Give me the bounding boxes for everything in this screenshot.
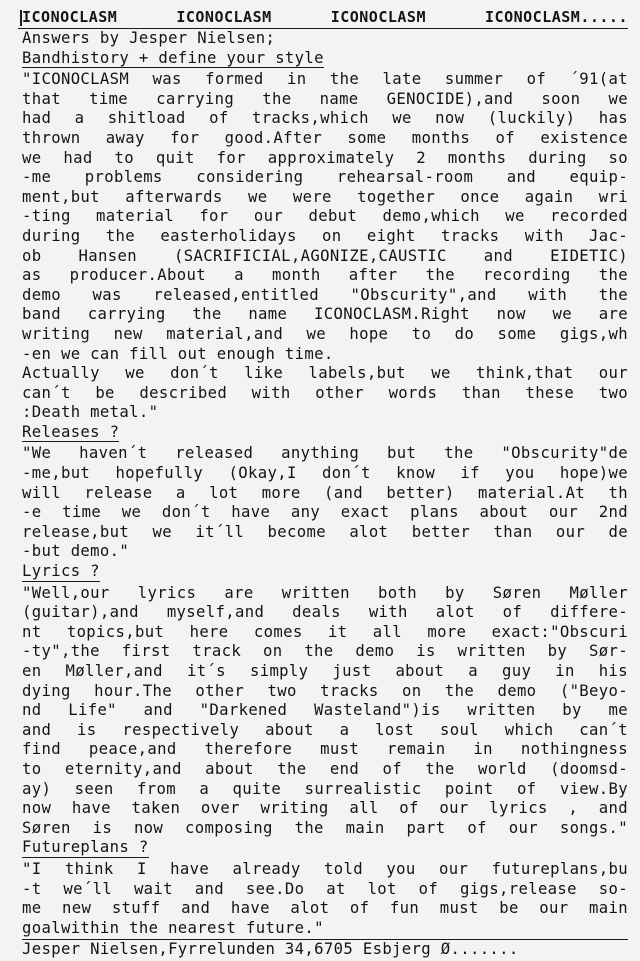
text-line: :Death metal." — [22, 403, 159, 422]
text-line: during the easterholidays on eight tracks with Jac- — [22, 226, 628, 245]
text-line: -t we´ll wait and see.Do at lot of gigs,release so- — [22, 879, 628, 898]
text-line: writing new material,and we hope to do some gigs,wh — [22, 324, 628, 343]
text-line: ment,but afterwards we were together once again wri — [22, 187, 628, 206]
section-heading-releases: Releases ? — [22, 422, 120, 441]
section-heading-lyrics: Lyrics ? — [22, 562, 100, 581]
text-line: can´t be described with other words than these two — [22, 383, 628, 402]
text-line: find peace,and therefore must remain in nothingness — [22, 740, 628, 759]
bandhistory-answer — [22, 70, 628, 423]
text-line: (guitar),and myself,and deals with alot of differe- — [22, 603, 628, 622]
text-line: ay) seen from a quite surrealistic point of view.By — [22, 779, 628, 798]
text-line: to eternity,and about the end of the world (doomsd- — [22, 759, 628, 778]
contact-address: Jesper Nielsen,Fyrrelunden 34,6705 Esbjerg Ø....... — [22, 940, 519, 959]
text-line: dying hour.The other two tracks on the demo ("Beyo- — [22, 681, 628, 700]
article-column — [22, 8, 628, 960]
text-line: -en we can fill out enough time. — [22, 344, 334, 363]
text-line: -me,but hopefully (Okay,I don´t know if you hope)we — [22, 464, 628, 483]
answers-by-line: Answers by Jesper Nielsen; — [22, 29, 276, 47]
futureplans-answer — [22, 860, 628, 938]
text-line: Actually we don´t like labels,but we think,that our — [22, 364, 628, 383]
title-banner — [18, 8, 628, 29]
text-line: -but demo." — [22, 542, 130, 561]
text-line: -me problems considering rehearsal-room and equip- — [22, 168, 628, 187]
text-line: release,but we it´ll become alot better than our de — [22, 522, 628, 541]
text-line: and is respectively about a lost soul which can´t — [22, 720, 628, 739]
text-line: as producer.About a month after the recording the — [22, 266, 628, 285]
text-line: now have taken over writing all of our lyrics , and — [22, 799, 628, 818]
text-line: nd Life" and "Darkened Wasteland")is written by me — [22, 701, 628, 720]
text-line: will release a lot more (and better) material.At th — [22, 483, 628, 502]
title-word: ICONOCLASM — [330, 8, 426, 26]
text-line: that time carrying the name GENOCIDE),and soon we — [22, 89, 628, 108]
text-line: band carrying the name ICONOCLASM.Right now we are — [22, 305, 628, 324]
text-line: -ting material for our debut demo,which we recorded — [22, 207, 628, 226]
text-line: "We haven´t released anything but the "Obscurity"de — [22, 444, 628, 463]
text-line: goalwithin the nearest future." — [22, 918, 324, 937]
text-line: thrown away for good.After some months of existence — [22, 128, 628, 147]
text-line: had a shitload of tracks,which we now (luckily) has — [22, 109, 628, 128]
section-heading-bandhistory: Bandhistory + define your style — [22, 48, 324, 67]
title-word: ICONOCLASM..... — [485, 8, 628, 26]
text-line: "Well,our lyrics are written both by Søren Møller — [22, 583, 628, 602]
text-line: "I think I have already told you our futureplans,bu — [22, 859, 628, 878]
text-line: nt topics,but here comes it all more exact:"Obscuri — [22, 622, 628, 641]
releases-answer — [22, 444, 628, 562]
text-line: ob Hansen (SACRIFICIAL,AGONIZE,CAUSTIC and EIDETIC) — [22, 246, 628, 265]
text-line: "ICONOCLASM was formed in the late summer of ´91(at — [22, 70, 628, 89]
text-line: we had to quit for approximately 2 months during so — [22, 148, 628, 167]
text-line: -ty",the first track on the demo is written by Sør- — [22, 642, 628, 661]
lyrics-answer — [22, 584, 628, 839]
title-word: ICONOCLASM — [22, 8, 118, 26]
text-line: me new stuff and have alot of fun must be our main — [22, 899, 628, 918]
text-line: demo was released,entitled "Obscurity",and with the — [22, 285, 628, 304]
text-line: en Møller,and it´s simply just about a guy in his — [22, 662, 628, 680]
section-heading-futureplans: Futureplans ? — [22, 838, 149, 857]
title-word: ICONOCLASM — [176, 8, 272, 26]
text-line: -e time we don´t have any exact plans about our 2nd — [22, 503, 628, 522]
text-line: Søren is now composing the main part of our songs." — [22, 818, 628, 837]
